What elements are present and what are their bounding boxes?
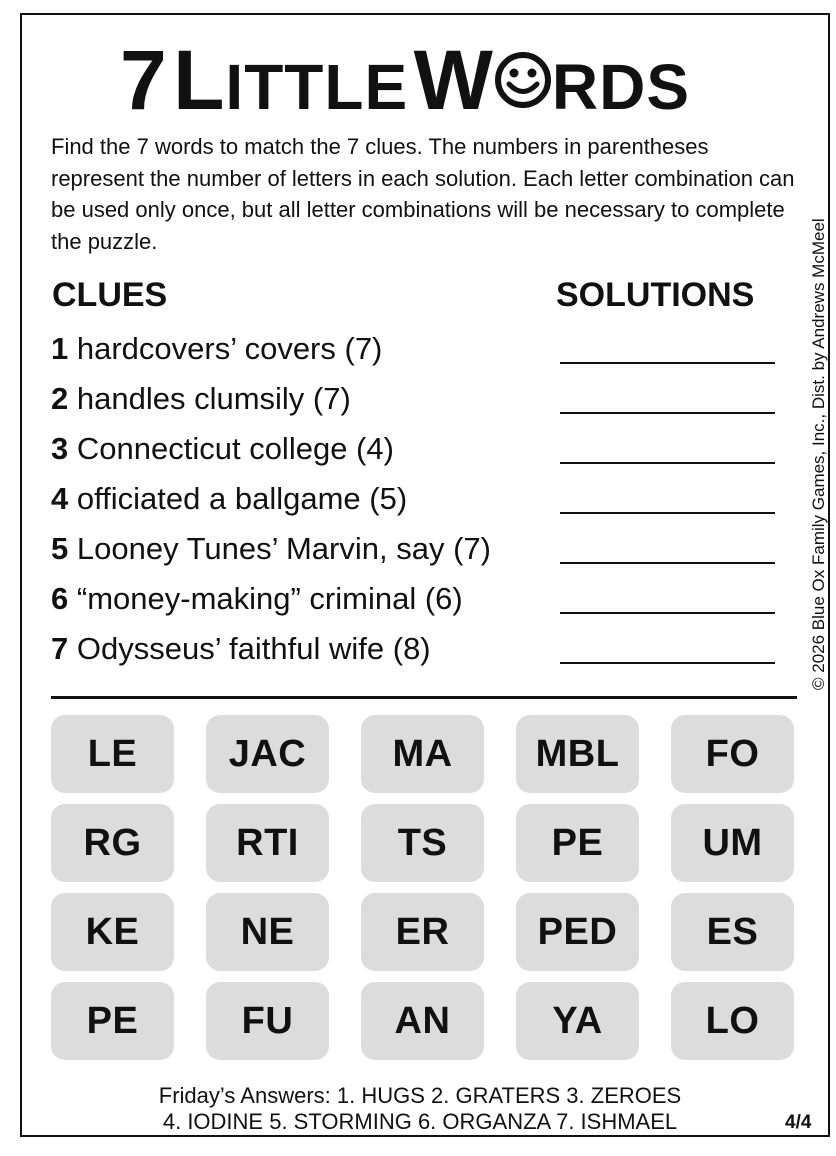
letter-tile[interactable]: LO xyxy=(671,982,794,1060)
copyright-notice: © 2026 Blue Ox Family Games, Inc., Dist. by Andrews McMeel xyxy=(809,218,828,690)
title-letter-l: L xyxy=(173,33,226,127)
letter-tile[interactable]: ES xyxy=(671,893,794,971)
clue-3 xyxy=(51,429,394,469)
answers-line-2: 4. IODINE 5. STORMING 6. ORGANZA 7. ISHMAEL xyxy=(162,1109,678,1134)
letter-tile[interactable]: FU xyxy=(206,982,329,1060)
letter-tile[interactable]: TS xyxy=(361,804,484,882)
solution-blank-7[interactable] xyxy=(560,662,775,664)
clues-header: CLUES xyxy=(52,276,168,314)
clue-text: Looney Tunes’ Marvin, say (7) xyxy=(76,531,491,566)
letter-tile[interactable]: PE xyxy=(516,804,639,882)
clue-number: 4 xyxy=(51,481,69,516)
answers-line-1: Friday’s Answers: 1. HUGS 2. GRATERS 3. ZEROES xyxy=(158,1083,682,1108)
letter-tile[interactable]: AN xyxy=(361,982,484,1060)
letter-tile[interactable]: ER xyxy=(361,893,484,971)
letter-tile[interactable]: MA xyxy=(361,715,484,793)
solutions-header: SOLUTIONS xyxy=(556,276,755,314)
clue-text: Connecticut college (4) xyxy=(76,431,394,466)
letter-tile[interactable]: UM xyxy=(671,804,794,882)
letter-tile[interactable]: KE xyxy=(51,893,174,971)
clue-number: 7 xyxy=(51,631,69,666)
previous-answers xyxy=(40,1083,800,1135)
solution-blank-2[interactable] xyxy=(560,412,775,414)
clue-text: handles clumsily (7) xyxy=(76,381,351,416)
clue-number: 2 xyxy=(51,381,69,416)
letter-tile[interactable]: PED xyxy=(516,893,639,971)
clue-2 xyxy=(51,379,351,419)
clue-7 xyxy=(51,629,431,669)
clue-6 xyxy=(51,579,463,619)
letter-tile[interactable]: NE xyxy=(206,893,329,971)
clue-1 xyxy=(51,329,382,369)
letter-tile[interactable]: LE xyxy=(51,715,174,793)
clue-text: hardcovers’ covers (7) xyxy=(76,331,383,366)
title-letters-ittle: ITTLE xyxy=(225,51,409,123)
letter-tile[interactable]: RTI xyxy=(206,804,329,882)
clue-text: officiated a ballgame (5) xyxy=(76,481,408,516)
clue-number: 5 xyxy=(51,531,69,566)
letter-tile[interactable]: PE xyxy=(51,982,174,1060)
solution-blank-3[interactable] xyxy=(560,462,775,464)
solution-blank-1[interactable] xyxy=(560,362,775,364)
letter-tile[interactable]: RG xyxy=(51,804,174,882)
clue-number: 3 xyxy=(51,431,69,466)
title-letters-rds: RDS xyxy=(551,51,691,123)
letter-tile[interactable]: FO xyxy=(671,715,794,793)
clue-text: Odysseus’ faithful wife (8) xyxy=(76,631,431,666)
clue-number: 1 xyxy=(51,331,69,366)
letter-tile[interactable]: MBL xyxy=(516,715,639,793)
clue-text: “money-making” criminal (6) xyxy=(76,581,463,616)
letter-tile[interactable]: YA xyxy=(516,982,639,1060)
clue-number: 6 xyxy=(51,581,69,616)
puzzle-title xyxy=(50,30,760,130)
solution-blank-6[interactable] xyxy=(560,612,775,614)
solution-blank-5[interactable] xyxy=(560,562,775,564)
instructions-text: Find the 7 words to match the 7 clues. The numbers in parentheses represent the number of letters in each solution. Each letter combination can be used only once, but all letter combinations will be necessary to complete the puzzle. xyxy=(51,134,795,254)
clue-4 xyxy=(51,479,407,519)
clue-5 xyxy=(51,529,491,569)
title-letter-w: W xyxy=(413,33,494,127)
letter-tile[interactable]: JAC xyxy=(206,715,329,793)
smiley-face-icon xyxy=(494,51,552,114)
solution-blank-4[interactable] xyxy=(560,512,775,514)
title-number: 7 xyxy=(119,33,168,127)
divider-rule xyxy=(51,696,797,699)
page-indicator: 4/4 xyxy=(785,1112,812,1133)
